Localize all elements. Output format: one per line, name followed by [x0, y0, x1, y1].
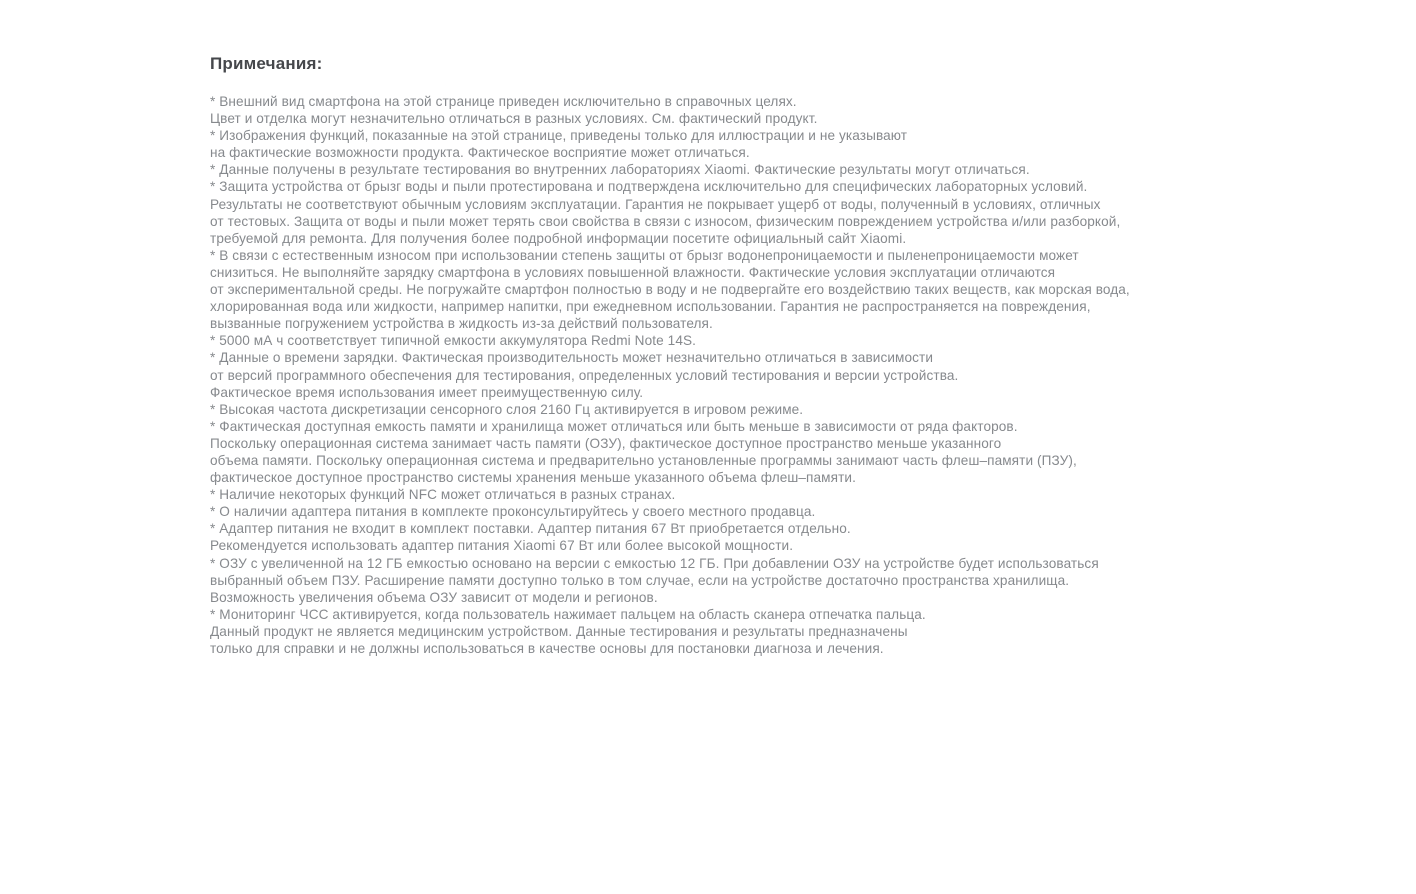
note-line: Данный продукт не является медицинским устройством. Данные тестирования и результаты предназначены: [210, 623, 908, 639]
note-line: хлорированная вода или жидкости, например напитки, при ежедневном использовании. Гарантия не распространяется на повреждения,: [210, 299, 1091, 315]
note-line: Результаты не соответствуют обычным условиям эксплуатации. Гарантия не покрывает ущерб от воды, полученный в условиях, отличных: [210, 196, 1101, 212]
note-line: * Внешний вид смартфона на этой странице приведен исключительно в справочных целях.: [210, 94, 797, 109]
note-line: Возможность увеличения объема ОЗУ зависит от модели и регионов.: [210, 589, 658, 605]
note-line: требуемой для ремонта. Для получения более подробной информации посетите официальный сайт Xiaomi.: [210, 230, 907, 246]
note-line: * О наличии адаптера питания в комплекте проконсультируйтесь у своего местного продавца.: [210, 504, 816, 520]
note-line: * Данные получены в результате тестирования во внутренних лабораториях Xiaomi. Фактические результаты могут отличаться.: [210, 162, 1030, 178]
note-line: от экспериментальной среды. Не погружайте смартфон полностью в воду и не подвергайте его воздействию таких веществ, как морская вода,: [210, 282, 1130, 298]
note-line: * Мониторинг ЧСС активируется, когда пользователь нажимает пальцем на область сканера отпечатка пальца.: [210, 606, 926, 622]
note-line: * В связи с естественным износом при использовании степень защиты от брызг водонепроницаемости и пыленепроницаемости может: [210, 247, 1079, 263]
note-line: вызванные погружением устройства в жидкость из-за действий пользователя.: [210, 316, 713, 332]
notes-body: [210, 93, 1200, 657]
note-line: Рекомендуется использовать адаптер питания Xiaomi 67 Вт или более высокой мощности.: [210, 538, 794, 554]
note-line: объема памяти. Поскольку операционная система и предварительно установленные программы занимают часть флеш–памяти (ПЗУ),: [210, 452, 1077, 468]
note-line: * Фактическая доступная емкость памяти и хранилища может отличаться или быть меньше в зависимости от ряда факторов.: [210, 418, 1018, 434]
note-line: от версий программного обеспечения для тестирования, определенных условий тестирования и версии устройства.: [210, 367, 959, 383]
note-line: Цвет и отделка могут незначительно отличаться в разных условиях. См. фактический продукт.: [210, 111, 818, 127]
notes-heading: Примечания:: [210, 54, 323, 73]
note-line: * ОЗУ с увеличенной на 12 ГБ емкостью основано на версии с емкостью 12 ГБ. При добавлении ОЗУ на устройстве будет использоваться: [210, 555, 1099, 571]
note-line: на фактические возможности продукта. Фактическое восприятие может отличаться.: [210, 145, 750, 161]
note-line: * Защита устройства от брызг воды и пыли протестирована и подтверждена исключительно для специфических лабораторных условий.: [210, 179, 1088, 195]
note-line: Поскольку операционная система занимает часть памяти (ОЗУ), фактическое доступное пространство меньше указанного: [210, 435, 1002, 451]
note-line: * Изображения функций, показанные на этой странице, приведены только для иллюстрации и не указывают: [210, 128, 908, 144]
note-line: * Адаптер питания не входит в комплект поставки. Адаптер питания 67 Вт приобретается отдельно.: [210, 521, 851, 537]
note-line: выбранный объем ПЗУ. Расширение памяти доступно только в том случае, если на устройстве достаточно пространства хранилища.: [210, 572, 1070, 588]
note-line: Фактическое время использования имеет преимущественную силу.: [210, 384, 644, 400]
note-line: снизиться. Не выполняйте зарядку смартфона в условиях повышенной влажности. Фактические условия эксплуатации отличаются: [210, 264, 1056, 280]
note-line: * 5000 мА ч соответствует типичной емкости аккумулятора Redmi Note 14S.: [210, 333, 697, 349]
note-line: * Данные о времени зарядки. Фактическая производительность может незначительно отличаться в зависимости: [210, 350, 934, 366]
note-line: только для справки и не должны использоваться в качестве основы для постановки диагноза и лечения.: [210, 641, 884, 656]
note-line: фактическое доступное пространство системы хранения меньше указанного объема флеш–памяти.: [210, 470, 856, 486]
note-line: от тестовых. Защита от воды и пыли может терять свои свойства в связи с износом, физическим повреждением устройства и/или разборкой,: [210, 213, 1121, 229]
notes-section: [210, 54, 1200, 657]
note-line: * Высокая частота дискретизации сенсорного слоя 2160 Гц активируется в игровом режиме.: [210, 401, 804, 417]
note-line: * Наличие некоторых функций NFC может отличаться в разных странах.: [210, 487, 676, 503]
